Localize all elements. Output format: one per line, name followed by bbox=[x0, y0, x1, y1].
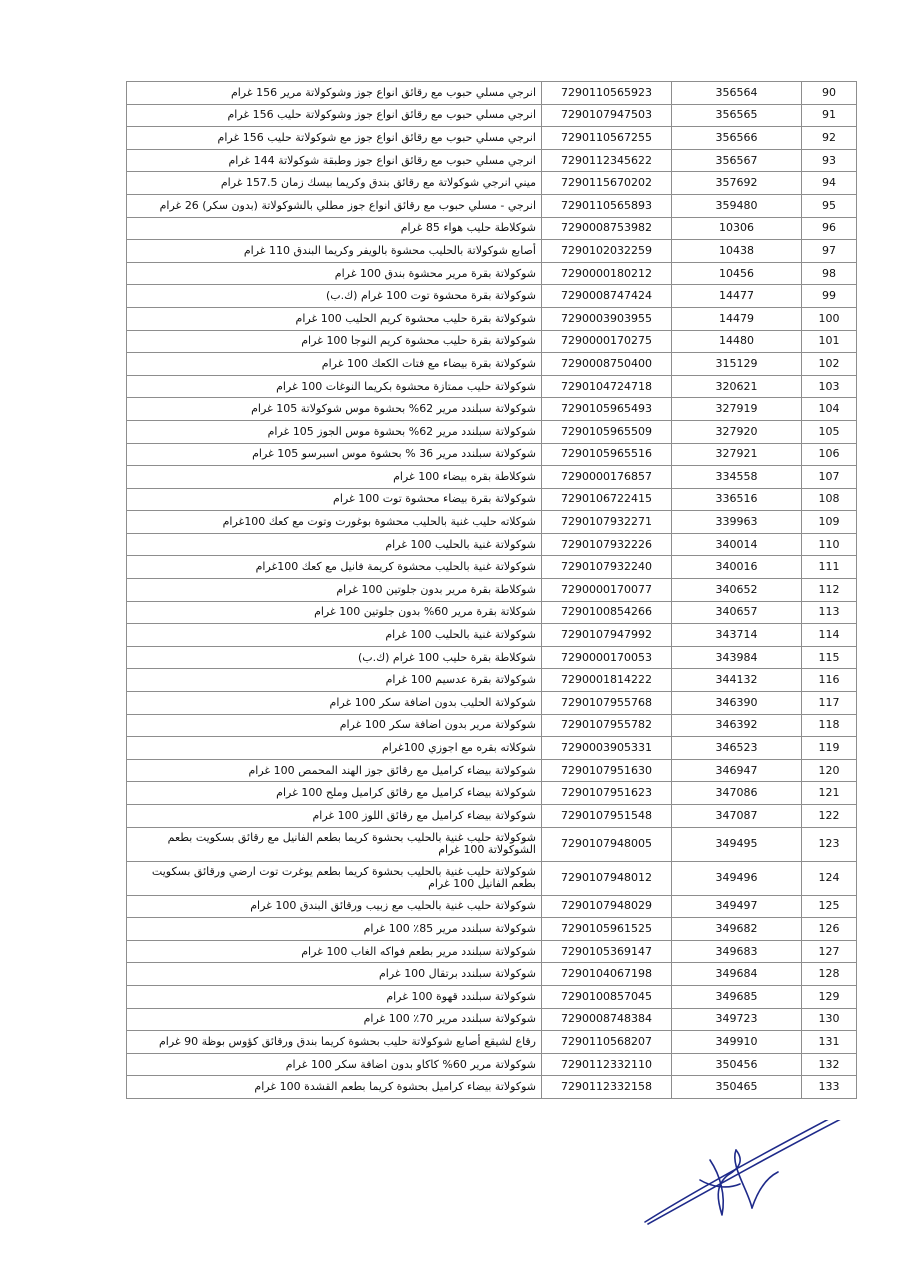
table-row bbox=[127, 759, 857, 782]
barcode-cell: 7290003903955 bbox=[542, 307, 672, 330]
item-code-cell: 10438 bbox=[672, 240, 802, 263]
table-row bbox=[127, 646, 857, 669]
barcode-cell: 7290000180212 bbox=[542, 262, 672, 285]
row-number-cell: 110 bbox=[802, 533, 857, 556]
table-row bbox=[127, 511, 857, 534]
row-number-cell: 101 bbox=[802, 330, 857, 353]
row-number-cell: 111 bbox=[802, 556, 857, 579]
item-code-cell: 327921 bbox=[672, 443, 802, 466]
table-row bbox=[127, 805, 857, 828]
barcode-cell: 7290100857045 bbox=[542, 985, 672, 1008]
table-row bbox=[127, 782, 857, 805]
item-code-cell: 346947 bbox=[672, 759, 802, 782]
barcode-cell: 7290112332110 bbox=[542, 1053, 672, 1076]
table-row bbox=[127, 861, 857, 895]
barcode-cell: 7290105965509 bbox=[542, 420, 672, 443]
item-code-cell: 346392 bbox=[672, 714, 802, 737]
row-number-cell: 133 bbox=[802, 1076, 857, 1099]
product-name-cell: شوكولاتة سبلندد مرير 85٪ 100 غرام bbox=[127, 918, 542, 941]
product-name-cell: شوكولاتة بيضاء كراميل مع رقائق جوز الهند المحمص 100 غرام bbox=[127, 759, 542, 782]
product-name-cell: شوكولاتة الحليب بدون اضافة سكر 100 غرام bbox=[127, 692, 542, 715]
barcode-cell: 7290000170053 bbox=[542, 646, 672, 669]
item-code-cell: 349496 bbox=[672, 861, 802, 895]
table-row bbox=[127, 1053, 857, 1076]
item-code-cell: 347087 bbox=[672, 805, 802, 828]
product-name-cell: شوكلاتة بقرة مرير 60% بدون جلوتين 100 غرام bbox=[127, 601, 542, 624]
barcode-cell: 7290107951630 bbox=[542, 759, 672, 782]
product-name-cell: شوكولاتة سبلندد مرير بطعم فواكه الغاب 100 غرام bbox=[127, 940, 542, 963]
item-code-cell: 349497 bbox=[672, 895, 802, 918]
product-name-cell: شوكولاتة بقرة محشوة توت 100 غرام (ك.ب) bbox=[127, 285, 542, 308]
barcode-cell: 7290107947992 bbox=[542, 624, 672, 647]
table-row bbox=[127, 307, 857, 330]
table-row bbox=[127, 895, 857, 918]
barcode-cell: 7290102032259 bbox=[542, 240, 672, 263]
barcode-cell: 7290112332158 bbox=[542, 1076, 672, 1099]
row-number-cell: 126 bbox=[802, 918, 857, 941]
item-code-cell: 349910 bbox=[672, 1031, 802, 1054]
product-name-cell: شوكلاطة بقرة حليب 100 غرام (ك.ب) bbox=[127, 646, 542, 669]
product-name-cell: شوكولاتة غنية بالحليب محشوة كريمة فانيل مع كعك 100غرام bbox=[127, 556, 542, 579]
row-number-cell: 113 bbox=[802, 601, 857, 624]
table-row bbox=[127, 82, 857, 105]
product-name-cell: شوكولاتة بقرة بيضاء محشوة توت 100 غرام bbox=[127, 488, 542, 511]
item-code-cell: 14479 bbox=[672, 307, 802, 330]
item-code-cell: 359480 bbox=[672, 194, 802, 217]
row-number-cell: 90 bbox=[802, 82, 857, 105]
product-name-cell: شوكولاتة حليب غنية بالحليب مع زبيب ورقائق البندق 100 غرام bbox=[127, 895, 542, 918]
barcode-cell: 7290104067198 bbox=[542, 963, 672, 986]
item-code-cell: 14477 bbox=[672, 285, 802, 308]
item-code-cell: 327920 bbox=[672, 420, 802, 443]
barcode-cell: 7290105369147 bbox=[542, 940, 672, 963]
table-row bbox=[127, 692, 857, 715]
table-row bbox=[127, 1076, 857, 1099]
product-name-cell: شوكولاتة حليب غنية بالحليب بحشوة كريما بطعم يوغرت توت ارضي ورقائق بسكويت بطعم الفانيل 100 غرام bbox=[127, 861, 542, 895]
item-code-cell: 350465 bbox=[672, 1076, 802, 1099]
barcode-cell: 7290105965493 bbox=[542, 398, 672, 421]
table-row bbox=[127, 737, 857, 760]
item-code-cell: 356566 bbox=[672, 127, 802, 150]
table-row bbox=[127, 420, 857, 443]
table-row bbox=[127, 194, 857, 217]
item-code-cell: 10456 bbox=[672, 262, 802, 285]
table-row bbox=[127, 330, 857, 353]
item-code-cell: 336516 bbox=[672, 488, 802, 511]
product-name-cell: انرجي مسلي حبوب مع رقائق انواع جوز وطبقة شوكولاتة 144 غرام bbox=[127, 149, 542, 172]
row-number-cell: 102 bbox=[802, 353, 857, 376]
product-name-cell: شوكولاتة حليب ممتازة محشوة بكريما النوغات 100 غرام bbox=[127, 375, 542, 398]
table-row bbox=[127, 285, 857, 308]
barcode-cell: 7290000170275 bbox=[542, 330, 672, 353]
table-row bbox=[127, 466, 857, 489]
barcode-cell: 7290008747424 bbox=[542, 285, 672, 308]
barcode-cell: 7290008753982 bbox=[542, 217, 672, 240]
row-number-cell: 116 bbox=[802, 669, 857, 692]
barcode-cell: 7290110565893 bbox=[542, 194, 672, 217]
product-name-cell: انرجي مسلي حبوب مع رقائق انواع جوز وشوكولاتة مرير 156 غرام bbox=[127, 82, 542, 105]
item-code-cell: 343984 bbox=[672, 646, 802, 669]
item-code-cell: 340657 bbox=[672, 601, 802, 624]
table-row bbox=[127, 714, 857, 737]
product-name-cell: انرجي مسلي حبوب مع رقائق انواع جوز وشوكولاتة حليب 156 غرام bbox=[127, 104, 542, 127]
item-code-cell: 340016 bbox=[672, 556, 802, 579]
table-row bbox=[127, 104, 857, 127]
table-row bbox=[127, 624, 857, 647]
row-number-cell: 104 bbox=[802, 398, 857, 421]
row-number-cell: 123 bbox=[802, 827, 857, 861]
product-name-cell: شوكولاتة بقرة مرير محشوة بندق 100 غرام bbox=[127, 262, 542, 285]
product-name-cell: شوكلاطة بقرة مرير بدون جلوتين 100 غرام bbox=[127, 579, 542, 602]
item-code-cell: 334558 bbox=[672, 466, 802, 489]
row-number-cell: 121 bbox=[802, 782, 857, 805]
table-row bbox=[127, 172, 857, 195]
table-row bbox=[127, 217, 857, 240]
item-code-cell: 340014 bbox=[672, 533, 802, 556]
row-number-cell: 131 bbox=[802, 1031, 857, 1054]
item-code-cell: 356567 bbox=[672, 149, 802, 172]
barcode-cell: 7290107948012 bbox=[542, 861, 672, 895]
item-code-cell: 346390 bbox=[672, 692, 802, 715]
item-code-cell: 347086 bbox=[672, 782, 802, 805]
row-number-cell: 94 bbox=[802, 172, 857, 195]
item-code-cell: 340652 bbox=[672, 579, 802, 602]
product-name-cell: شوكولاتة مرير 60% كاكاو بدون اضافة سكر 100 غرام bbox=[127, 1053, 542, 1076]
barcode-cell: 7290000176857 bbox=[542, 466, 672, 489]
barcode-cell: 7290107932226 bbox=[542, 533, 672, 556]
table-row bbox=[127, 601, 857, 624]
barcode-cell: 7290001814222 bbox=[542, 669, 672, 692]
barcode-cell: 7290107948005 bbox=[542, 827, 672, 861]
row-number-cell: 114 bbox=[802, 624, 857, 647]
row-number-cell: 96 bbox=[802, 217, 857, 240]
product-name-cell: شوكولاتة سبلندد قهوة 100 غرام bbox=[127, 985, 542, 1008]
barcode-cell: 7290107955782 bbox=[542, 714, 672, 737]
row-number-cell: 98 bbox=[802, 262, 857, 285]
item-code-cell: 327919 bbox=[672, 398, 802, 421]
table-row bbox=[127, 262, 857, 285]
barcode-cell: 7290104724718 bbox=[542, 375, 672, 398]
row-number-cell: 117 bbox=[802, 692, 857, 715]
row-number-cell: 132 bbox=[802, 1053, 857, 1076]
row-number-cell: 119 bbox=[802, 737, 857, 760]
row-number-cell: 130 bbox=[802, 1008, 857, 1031]
table-row bbox=[127, 556, 857, 579]
table-row bbox=[127, 1008, 857, 1031]
product-name-cell: شوكولاتة بقرة حليب محشوة كريم النوجا 100 غرام bbox=[127, 330, 542, 353]
table-row bbox=[127, 1031, 857, 1054]
barcode-cell: 7290107951623 bbox=[542, 782, 672, 805]
barcode-cell: 7290110565923 bbox=[542, 82, 672, 105]
item-code-cell: 349684 bbox=[672, 963, 802, 986]
product-name-cell: شوكولاتة حليب غنية بالحليب بحشوة كريما بطعم الفانيل مع رقائق بسكويت بطعم الشوكولاتة 100 غرام bbox=[127, 827, 542, 861]
table-row bbox=[127, 940, 857, 963]
table-row bbox=[127, 488, 857, 511]
barcode-cell: 7290107951548 bbox=[542, 805, 672, 828]
row-number-cell: 95 bbox=[802, 194, 857, 217]
product-name-cell: شوكلاته حليب غنية بالحليب محشوة بوغورت وتوت مع كعك 100غرام bbox=[127, 511, 542, 534]
row-number-cell: 118 bbox=[802, 714, 857, 737]
product-name-cell: شوكولاتة بيضاء كراميل بحشوة كريما بطعم القشدة 100 غرام bbox=[127, 1076, 542, 1099]
table-row bbox=[127, 669, 857, 692]
product-name-cell: شوكولاتة بيضاء كراميل مع رقائق اللوز 100 غرام bbox=[127, 805, 542, 828]
product-table bbox=[126, 81, 857, 1099]
row-number-cell: 122 bbox=[802, 805, 857, 828]
table-row bbox=[127, 918, 857, 941]
product-name-cell: شوكلاته بقره مع اجوزي 100غرام bbox=[127, 737, 542, 760]
product-name-cell: شوكولاتة مرير بدون اضافة سكر 100 غرام bbox=[127, 714, 542, 737]
product-name-cell: شوكولاتة غنية بالحليب 100 غرام bbox=[127, 533, 542, 556]
row-number-cell: 97 bbox=[802, 240, 857, 263]
barcode-cell: 7290110567255 bbox=[542, 127, 672, 150]
item-code-cell: 356565 bbox=[672, 104, 802, 127]
row-number-cell: 91 bbox=[802, 104, 857, 127]
item-code-cell: 343714 bbox=[672, 624, 802, 647]
product-table-body bbox=[127, 82, 857, 1099]
table-row bbox=[127, 443, 857, 466]
item-code-cell: 344132 bbox=[672, 669, 802, 692]
row-number-cell: 125 bbox=[802, 895, 857, 918]
table-row bbox=[127, 353, 857, 376]
row-number-cell: 115 bbox=[802, 646, 857, 669]
item-code-cell: 350456 bbox=[672, 1053, 802, 1076]
row-number-cell: 107 bbox=[802, 466, 857, 489]
barcode-cell: 7290105961525 bbox=[542, 918, 672, 941]
barcode-cell: 7290110568207 bbox=[542, 1031, 672, 1054]
product-name-cell: شوكولاتة سبلندد مرير 36 % بحشوة موس اسبرسو 105 غرام bbox=[127, 443, 542, 466]
row-number-cell: 128 bbox=[802, 963, 857, 986]
barcode-cell: 7290107948029 bbox=[542, 895, 672, 918]
row-number-cell: 124 bbox=[802, 861, 857, 895]
product-name-cell: شوكولاتة بقرة عدسيم 100 غرام bbox=[127, 669, 542, 692]
barcode-cell: 7290008750400 bbox=[542, 353, 672, 376]
row-number-cell: 120 bbox=[802, 759, 857, 782]
product-name-cell: شوكولاتة سبلندد برتقال 100 غرام bbox=[127, 963, 542, 986]
barcode-cell: 7290003905331 bbox=[542, 737, 672, 760]
row-number-cell: 105 bbox=[802, 420, 857, 443]
item-code-cell: 10306 bbox=[672, 217, 802, 240]
barcode-cell: 7290112345622 bbox=[542, 149, 672, 172]
barcode-cell: 7290100854266 bbox=[542, 601, 672, 624]
barcode-cell: 7290107955768 bbox=[542, 692, 672, 715]
table-row bbox=[127, 827, 857, 861]
table-row bbox=[127, 963, 857, 986]
product-name-cell: شوكولاتة غنية بالحليب 100 غرام bbox=[127, 624, 542, 647]
table-row bbox=[127, 127, 857, 150]
barcode-cell: 7290115670202 bbox=[542, 172, 672, 195]
product-name-cell: أصابع شوكولاتة بالحليب محشوة بالويفر وكريما البندق 110 غرام bbox=[127, 240, 542, 263]
row-number-cell: 93 bbox=[802, 149, 857, 172]
item-code-cell: 346523 bbox=[672, 737, 802, 760]
item-code-cell: 349682 bbox=[672, 918, 802, 941]
product-name-cell: شوكلاطة بقره بيضاء 100 غرام bbox=[127, 466, 542, 489]
table-row bbox=[127, 579, 857, 602]
row-number-cell: 92 bbox=[802, 127, 857, 150]
product-name-cell: شوكولاتة سبلندد مرير 62% بحشوة موس الجوز 105 غرام bbox=[127, 420, 542, 443]
product-name-cell: شوكلاطة حليب هواء 85 غرام bbox=[127, 217, 542, 240]
table-row bbox=[127, 375, 857, 398]
barcode-cell: 7290107932271 bbox=[542, 511, 672, 534]
item-code-cell: 349723 bbox=[672, 1008, 802, 1031]
barcode-cell: 7290106722415 bbox=[542, 488, 672, 511]
product-name-cell: انرجي مسلي حبوب مع رقائق انواع جوز مع شوكولاتة حليب 156 غرام bbox=[127, 127, 542, 150]
row-number-cell: 106 bbox=[802, 443, 857, 466]
barcode-cell: 7290105965516 bbox=[542, 443, 672, 466]
row-number-cell: 108 bbox=[802, 488, 857, 511]
product-name-cell: شوكولاتة بيضاء كراميل مع رقائق كراميل وملح 100 غرام bbox=[127, 782, 542, 805]
item-code-cell: 14480 bbox=[672, 330, 802, 353]
row-number-cell: 109 bbox=[802, 511, 857, 534]
table-row bbox=[127, 985, 857, 1008]
product-name-cell: شوكولاتة سبلندد مرير 70٪ 100 غرام bbox=[127, 1008, 542, 1031]
handwritten-signature bbox=[640, 1120, 870, 1230]
table-row bbox=[127, 533, 857, 556]
product-name-cell: شوكولاتة سبلندد مرير 62% بحشوة موس شوكولاتة 105 غرام bbox=[127, 398, 542, 421]
barcode-cell: 7290008748384 bbox=[542, 1008, 672, 1031]
product-name-cell: شوكولاتة بقرة بيضاء مع فتات الكعك 100 غرام bbox=[127, 353, 542, 376]
product-name-cell: انرجي - مسلي حبوب مع رقائق انواع جوز مطلي بالشوكولاتة (بدون سكر) 26 غرام bbox=[127, 194, 542, 217]
product-table-container bbox=[126, 81, 856, 1099]
barcode-cell: 7290000170077 bbox=[542, 579, 672, 602]
product-name-cell: شوكولاتة بقرة حليب محشوة كريم الحليب 100 غرام bbox=[127, 307, 542, 330]
item-code-cell: 356564 bbox=[672, 82, 802, 105]
item-code-cell: 339963 bbox=[672, 511, 802, 534]
row-number-cell: 129 bbox=[802, 985, 857, 1008]
table-row bbox=[127, 149, 857, 172]
product-name-cell: ميني انرجي شوكولاتة مع رقائق بندق وكريما بيسك زمان 157.5 غرام bbox=[127, 172, 542, 195]
item-code-cell: 349685 bbox=[672, 985, 802, 1008]
table-row bbox=[127, 398, 857, 421]
row-number-cell: 112 bbox=[802, 579, 857, 602]
item-code-cell: 357692 bbox=[672, 172, 802, 195]
row-number-cell: 103 bbox=[802, 375, 857, 398]
item-code-cell: 315129 bbox=[672, 353, 802, 376]
row-number-cell: 127 bbox=[802, 940, 857, 963]
row-number-cell: 100 bbox=[802, 307, 857, 330]
product-name-cell: رقاع لشيقع أصابع شوكولاتة حليب بحشوة كريما بندق ورقائق كؤوس بوظة 90 غرام bbox=[127, 1031, 542, 1054]
row-number-cell: 99 bbox=[802, 285, 857, 308]
item-code-cell: 349495 bbox=[672, 827, 802, 861]
table-row bbox=[127, 240, 857, 263]
item-code-cell: 349683 bbox=[672, 940, 802, 963]
barcode-cell: 7290107932240 bbox=[542, 556, 672, 579]
item-code-cell: 320621 bbox=[672, 375, 802, 398]
barcode-cell: 7290107947503 bbox=[542, 104, 672, 127]
